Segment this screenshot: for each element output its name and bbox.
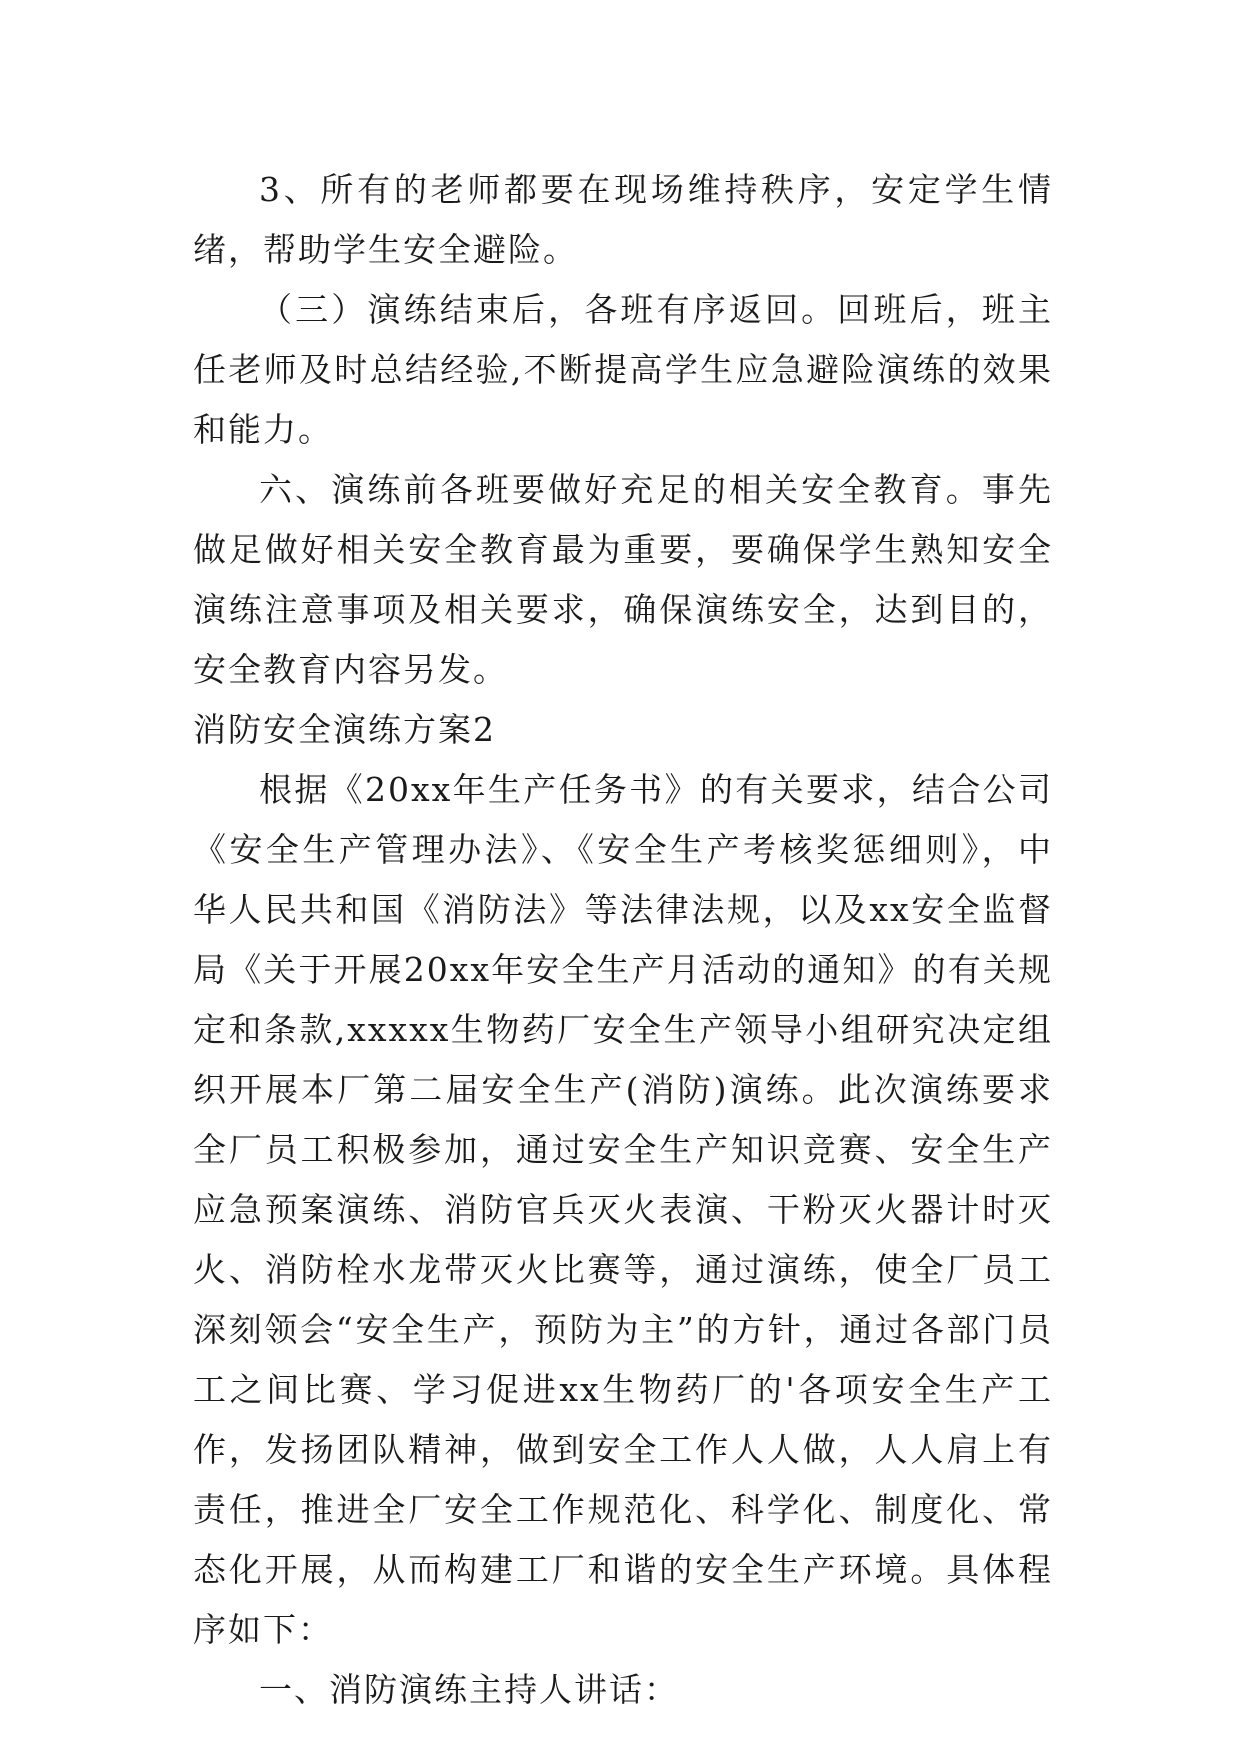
paragraph-plan-2-intro: 根据《20xx年生产任务书》的有关要求，结合公司《安全生产管理办法》、《安全生产考核奖惩细则》，中华人民共和国《消防法》等法律法规，以及xx安全监督局《关于开展20xx年安全生产月活动的通知》的有关规定和条款,xxxxx生物药厂安全生产领导小组研究决定组织开展本厂第二届安全生产(消防)演练。此次演练要求全厂员工积极参加，通过安全生产知识竞赛、安全生产应急预案演练、消防官兵灭火表演、干粉灭火器计时灭火、消防栓水龙带灭火比赛等，通过演练，使全厂员工深刻领会“安全生产，预防为主”的方针，通过各部门员工之间比赛、学习促进xx生物药厂的'各项安全生产工作，发扬团队精神，做到安全工作人人做，人人肩上有责任，推进全厂安全工作规范化、科学化、制度化、常态化开展，从而构建工厂和谐的安全生产环境。具体程序如下： — [193, 770, 1053, 1649]
paragraph-host-speech: 一、消防演练主持人讲话： — [259, 1670, 679, 1709]
paragraph-after-drill-return: （三）演练结束后，各班有序返回。回班后，班主任老师及时总结经验,不断提高学生应急避险演练的效果和能力。 — [193, 290, 1053, 449]
paragraph-teachers-maintain-order: 3、所有的老师都要在现场维持秩序，安定学生情绪，帮助学生安全避险。 — [193, 170, 1053, 269]
paragraph-safety-education: 六、演练前各班要做好充足的相关安全教育。事先做足做好相关安全教育最为重要，要确保学生熟知安全演练注意事项及相关要求，确保演练安全，达到目的，安全教育内容另发。 — [193, 470, 1053, 689]
document-body — [193, 160, 1053, 1720]
section-heading-plan-2: 消防安全演练方案2 — [193, 710, 496, 749]
